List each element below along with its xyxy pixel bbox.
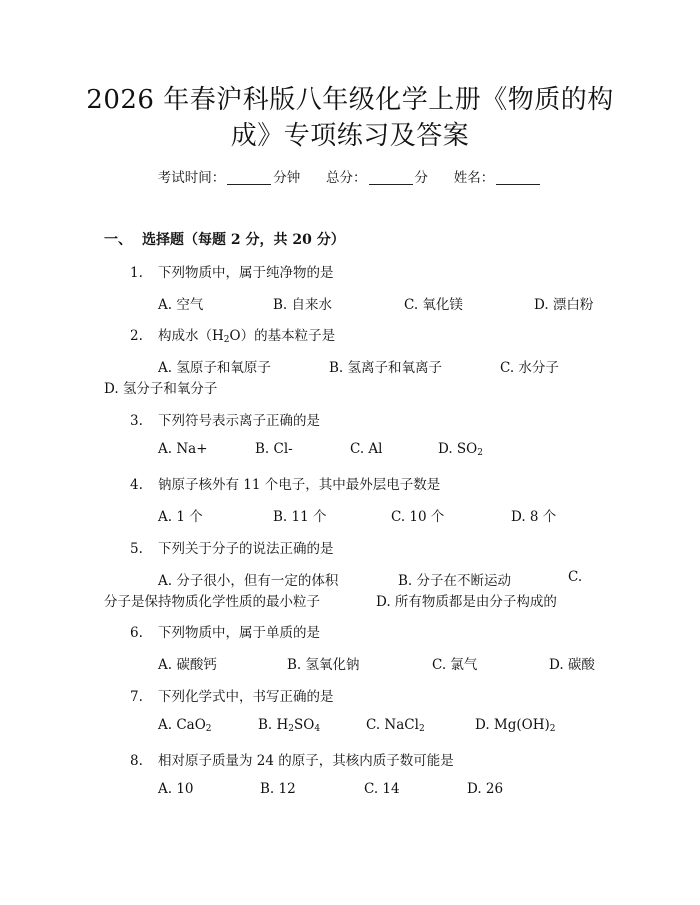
- score-blank: [369, 170, 413, 185]
- question-number: 3.: [130, 413, 143, 429]
- q6-option-b: B. 氢氧化钠: [287, 657, 360, 673]
- question-text: 下列关于分子的说法正确的是: [158, 541, 334, 557]
- q2-option-c: C. 水分子: [500, 360, 559, 376]
- q5-option-a: A. 分子很小，但有一定的体积: [158, 573, 339, 589]
- question-number: 4.: [130, 477, 143, 493]
- q5-option-c-marker: C.: [568, 569, 583, 585]
- document-title-line1: 2026 年春沪科版八年级化学上册《物质的构: [86, 85, 614, 115]
- q4-option-c: C. 10 个: [391, 509, 445, 525]
- q8-option-c: C. 14: [364, 781, 400, 797]
- question-text: 下列符号表示离子正确的是: [158, 413, 320, 429]
- exam-time-blank: [227, 170, 271, 185]
- q5-option-d: D. 所有物质都是由分子构成的: [376, 594, 557, 610]
- q3-option-a: A. Na+: [158, 441, 208, 457]
- question-text: 下列化学式中，书写正确的是: [158, 689, 334, 705]
- q6-option-a: A. 碳酸钙: [158, 657, 217, 673]
- q1-option-a: A. 空气: [158, 297, 204, 313]
- q4-option-d: D. 8 个: [511, 509, 557, 525]
- question-number: 8.: [130, 753, 143, 769]
- q6-option-d: D. 碳酸: [549, 657, 595, 673]
- document-title-line2: 成》专项练习及答案: [230, 121, 470, 151]
- q2-option-b: B. 氢离子和氧离子: [329, 360, 443, 376]
- question-text: 相对原子质量为 24 的原子，其核内质子数可能是: [158, 753, 454, 769]
- question-number: 1.: [130, 265, 143, 281]
- q4-option-a: A. 1 个: [158, 509, 203, 525]
- score-label: 总分：: [326, 170, 367, 186]
- section-heading: [104, 229, 345, 249]
- question-number: 7.: [130, 689, 143, 705]
- q3-option-b: B. Cl-: [255, 441, 293, 457]
- section-title: 选择题（每题 2 分，共 20 分）: [142, 232, 345, 248]
- question-text: 钠原子核外有 11 个电子，其中最外层电子数是: [158, 477, 441, 493]
- question-3: [130, 409, 320, 429]
- q3-option-d: D. $SO_2$: [438, 441, 483, 458]
- question-7: [130, 685, 334, 705]
- question-number: 6.: [130, 625, 143, 641]
- question-text: 下列物质中，属于纯净物的是: [158, 265, 334, 281]
- q2-option-d: D. 氢分子和氧分子: [104, 381, 218, 397]
- q8-option-b: B. 12: [260, 781, 296, 797]
- question-text: 构成水（H: [158, 328, 224, 344]
- q1-option-d: D. 漂白粉: [534, 297, 594, 313]
- q6-option-c: C. 氯气: [432, 657, 478, 673]
- question-6: [130, 621, 320, 641]
- question-number: 5.: [130, 541, 143, 557]
- q4-option-b: B. 11 个: [273, 509, 327, 525]
- subscript: 2: [223, 335, 230, 345]
- question-number: 2.: [130, 328, 143, 344]
- question-2: [130, 324, 335, 345]
- name-label: 姓名：: [453, 170, 495, 186]
- q1-option-b: B. 自来水: [273, 297, 333, 313]
- q3-option-c: C. Al: [350, 441, 383, 457]
- q8-option-d: D. 26: [467, 781, 504, 797]
- q7-option-c: C. NaCl$_2$: [366, 717, 425, 734]
- question-4: [130, 473, 440, 493]
- q7-option-a: A. CaO$_2$: [158, 717, 212, 734]
- score-unit: 分: [414, 170, 428, 186]
- exam-time-unit: 分钟: [273, 170, 301, 186]
- question-text: 下列物质中，属于单质的是: [158, 625, 320, 641]
- q7-option-b: B. $H_2SO_4$: [258, 717, 321, 734]
- section-number: 一、: [104, 232, 132, 248]
- question-8: [130, 749, 454, 769]
- exam-time-label: 考试时间：: [157, 170, 226, 186]
- q2-option-a: A. 氢原子和氧原子: [158, 360, 271, 376]
- q1-option-c: C. 氧化镁: [404, 297, 463, 313]
- q8-option-a: A. 10: [158, 781, 194, 797]
- q7-option-d: D. $Mg(OH)_2$: [475, 717, 556, 734]
- question-text: O）的基本粒子是: [229, 328, 336, 344]
- q5-option-b: B. 分子在不断运动: [398, 573, 512, 589]
- question-5: [130, 537, 334, 557]
- name-blank: [496, 170, 540, 185]
- q5-option-c-text: 分子是保持物质化学性质的最小粒子: [104, 594, 320, 610]
- question-1: [130, 261, 334, 281]
- exam-info-line: [0, 166, 700, 186]
